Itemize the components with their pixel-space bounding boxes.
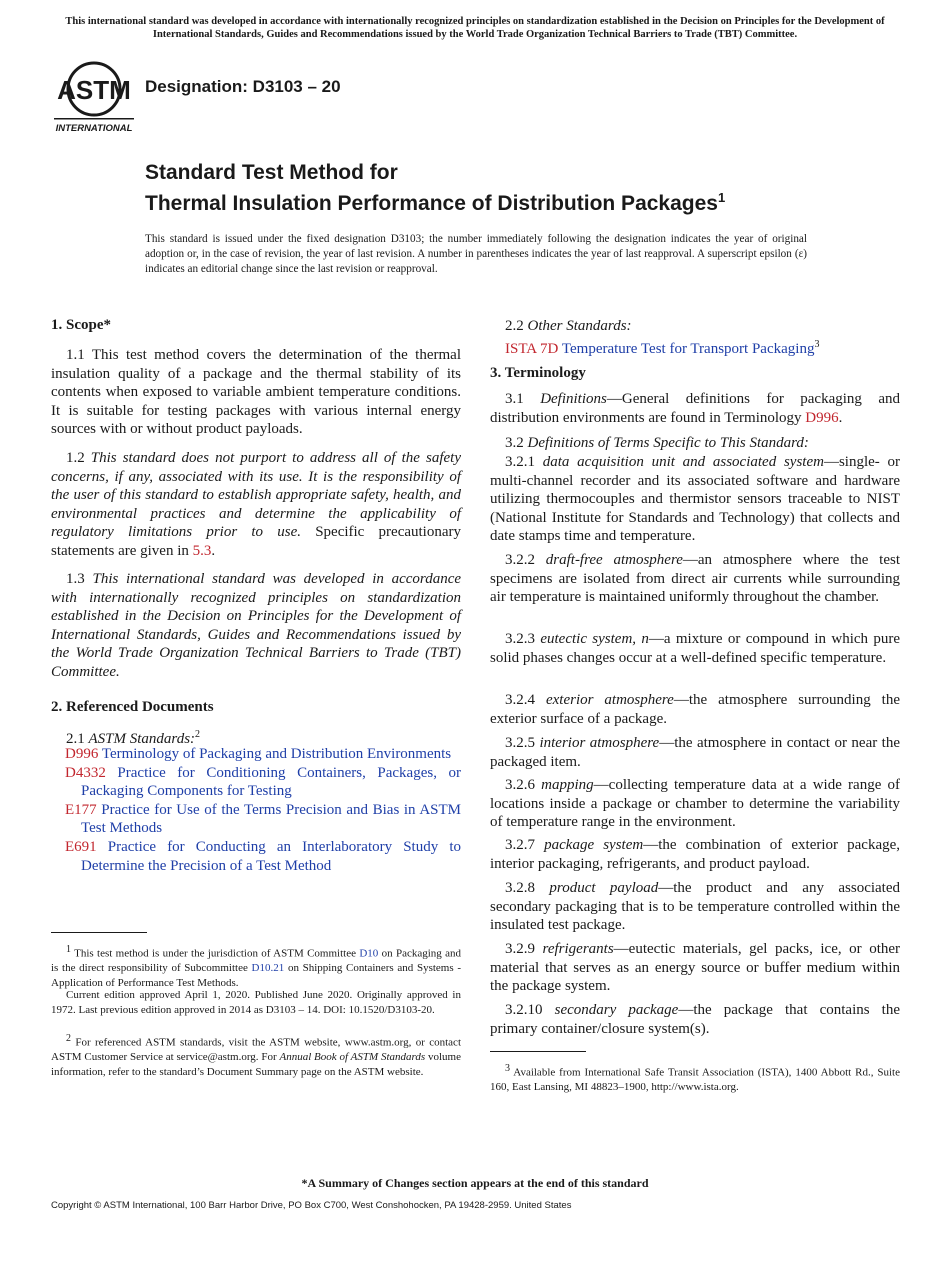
def-3-2-4: 3.2.4 exterior atmosphere—the atmosphere surrounding the exterior surface of a package.	[490, 692, 900, 727]
ref-item-e691	[51, 838, 461, 875]
top-notice: This international standard was developed in accordance with internationally recognized principles on standardization established in the Decision on Principles for the Development of International Standards, Guides and Recommendations issued by the World Trade Organization Technical Barriers to Trade (TBT) Committee.	[65, 16, 885, 40]
ref-code-d996[interactable]: D996	[65, 746, 99, 762]
link-d10-21[interactable]: D10.21	[251, 962, 285, 975]
astm-logo-icon	[52, 55, 136, 135]
ref-code-ista-7d[interactable]: ISTA 7D	[505, 341, 559, 357]
def-3-2-6: 3.2.6 mapping—collecting temperature data at a wide range of locations inside a package or chamber to determine the variability of temperature range in the environment.	[490, 777, 901, 831]
footnote-divider-left	[51, 932, 147, 933]
ref-item-d996	[51, 745, 461, 764]
scope-1-1: 1.1 This test method covers the determination of the thermal insulation quality of a package and the thermal stability of its contents when exposed to variable ambient temperature conditions. It is suitable for testing packages with various internal energy sources with or without product payloads.	[51, 347, 461, 438]
def-3-2-3: 3.2.3 eutectic system, n—a mixture or compound in which pure solid phases changes occur at a well-defined specific temperature.	[490, 631, 901, 666]
scope-1-2: 1.2 This standard does not purport to address all of the safety concerns, if any, associated with its use. It is the responsibility of the user of this standard to establish appropriate safety, health, and environmental practices and determine the applicability of regulatory limitations prior to use. Specific precautionary statements are given in 5.3.	[51, 450, 461, 559]
def-3-2-8: 3.2.8 product payload—the product and any associated secondary packaging that is to be temperature controlled within the insulated test package.	[490, 880, 901, 934]
title-footnote-ref[interactable]: 1	[717, 190, 726, 205]
title-line-1: Standard Test Method for	[145, 161, 398, 184]
footnote-3-ref[interactable]: 3	[814, 339, 820, 350]
ref-title-e691[interactable]: Practice for Conducting an Interlaboratory Study to Determine the Precision of a Test Method	[81, 838, 461, 874]
svg-text:INTERNATIONAL: INTERNATIONAL	[55, 123, 133, 134]
link-d10[interactable]: D10	[359, 947, 379, 960]
astm-logo	[52, 55, 136, 135]
terminology-heading: 3. Terminology	[490, 365, 586, 381]
designation: Designation: D3103 – 20	[145, 77, 341, 96]
footnote-2-ref[interactable]: 2	[195, 729, 201, 740]
ref-code-e691[interactable]: E691	[65, 838, 97, 855]
title-line-2: Thermal Insulation Performance of Distribution Packages$^1$	[145, 190, 726, 215]
ref-code-d4332[interactable]: D4332	[65, 764, 106, 781]
term-3-1: 3.1 Definitions—General definitions for packaging and distribution environments are found in Terminology D996.	[490, 391, 901, 426]
footnote-2: $^2$ For referenced ASTM standards, visit the ASTM website, www.astm.org, or contact ASTM Customer Service at service@astm.org. For Annual Book of ASTM Standards volume information, refer to the standard’s Document Summary page on the ASTM website.	[51, 1033, 461, 1078]
def-3-2-7: 3.2.7 package system—the combination of exterior package, interior packaging, refrigerants, and product payload.	[490, 837, 901, 872]
ref-item-e177	[51, 801, 461, 838]
ref-item-ista-7d	[490, 336, 900, 359]
def-3-2-9: 3.2.9 refrigerants—eutectic materials, gel packs, ice, or other material that serves as an energy source or buffer medium within the package system.	[490, 941, 901, 995]
def-3-2-10: 3.2.10 secondary package—the package that contains the primary container/closure system(s).	[490, 1002, 901, 1037]
footnote-1-edition: Current edition approved April 1, 2020. Published June 2020. Originally approved in 1972. Last previous edition approved in 2014 as D3103 – 14. DOI: 10.1520/D3103-20.	[51, 989, 461, 1016]
ref-title-e177[interactable]: Practice for Use of the Terms Precision and Bias in ASTM Test Methods	[81, 801, 462, 837]
ref-title-d4332[interactable]: Practice for Conditioning Containers, Packages, or Packaging Components for Testing	[81, 764, 462, 800]
def-3-2-5: 3.2.5 interior atmosphere—the atmosphere in contact or near the packaged item.	[490, 735, 901, 770]
refs-astm-label: 2.1 ASTM Standards:$^2$	[66, 729, 201, 747]
other-standards-label: 2.2 Other Standards:	[505, 318, 632, 334]
footnote-divider-right	[490, 1051, 586, 1052]
link-5-3[interactable]: 5.3	[192, 542, 212, 559]
ref-title-ista-7d[interactable]: Temperature Test for Transport Packaging	[561, 341, 815, 357]
summary-note: *A Summary of Changes section appears at the end of this standard	[301, 1176, 649, 1190]
ref-title-d996[interactable]: Terminology of Packaging and Distribution Environments	[101, 746, 452, 762]
link-d996[interactable]: D996	[805, 409, 839, 426]
scope-heading: 1. Scope*	[51, 317, 111, 333]
copyright: Copyright © ASTM International, 100 Barr Harbor Drive, PO Box C700, West Conshohocken, PA 19428-2959. United States	[51, 1200, 572, 1211]
scope-1-3: 1.3 This international standard was developed in accordance with internationally recognized principles on standardization established in the Decision on Principles for the Development of International Standards, Guides and Recommendations issued by the World Trade Organization Technical Barriers to Trade (TBT) Committee.	[51, 571, 462, 680]
def-3-2-2: 3.2.2 draft-free atmosphere—an atmosphere where the test specimens are isolated from direct air currents while surrounding air temperature is maintained uniformly throughout the chamber.	[490, 552, 900, 606]
intro-paragraph: This standard is issued under the fixed designation D3103; the number immediately following the designation indicates the year of original adoption or, in the case of revision, the year of last revision. A number in parentheses indicates the year of last reapproval. A superscript epsilon (ε) indicates an editorial change since the last revision or reapproval.	[145, 233, 807, 275]
footnote-3: $^3$ Available from International Safe Transit Association (ISTA), 1400 Abbott Rd., Suite 160, East Lansing, MI 48823–1900, http://www.ista.org.	[490, 1063, 900, 1094]
ref-item-d4332	[51, 764, 461, 801]
def-3-2-1: 3.2.1 data acquisition unit and associated system—single- or multi-channel recorder and its associated software and hardware utilizing thermocouples and thermistor sensors traceable to NIST (National Institute for Standards and Technology) that collects and date stamps time and temperature.	[490, 454, 901, 545]
term-3-2: 3.2 Definitions of Terms Specific to This Standard:	[505, 435, 809, 451]
refs-heading: 2. Referenced Documents	[51, 699, 214, 715]
footnote-1: $^1$ This test method is under the jurisdiction of ASTM Committee D10 on Packaging and is the direct responsibility of Subcommittee D10.21 on Shipping Containers and Systems - Application of Performance Test Methods.	[51, 944, 461, 989]
page-title	[145, 160, 725, 216]
refs-list	[51, 745, 461, 875]
ref-code-e177[interactable]: E177	[65, 801, 97, 818]
svg-text:ASTM: ASTM	[57, 75, 131, 105]
